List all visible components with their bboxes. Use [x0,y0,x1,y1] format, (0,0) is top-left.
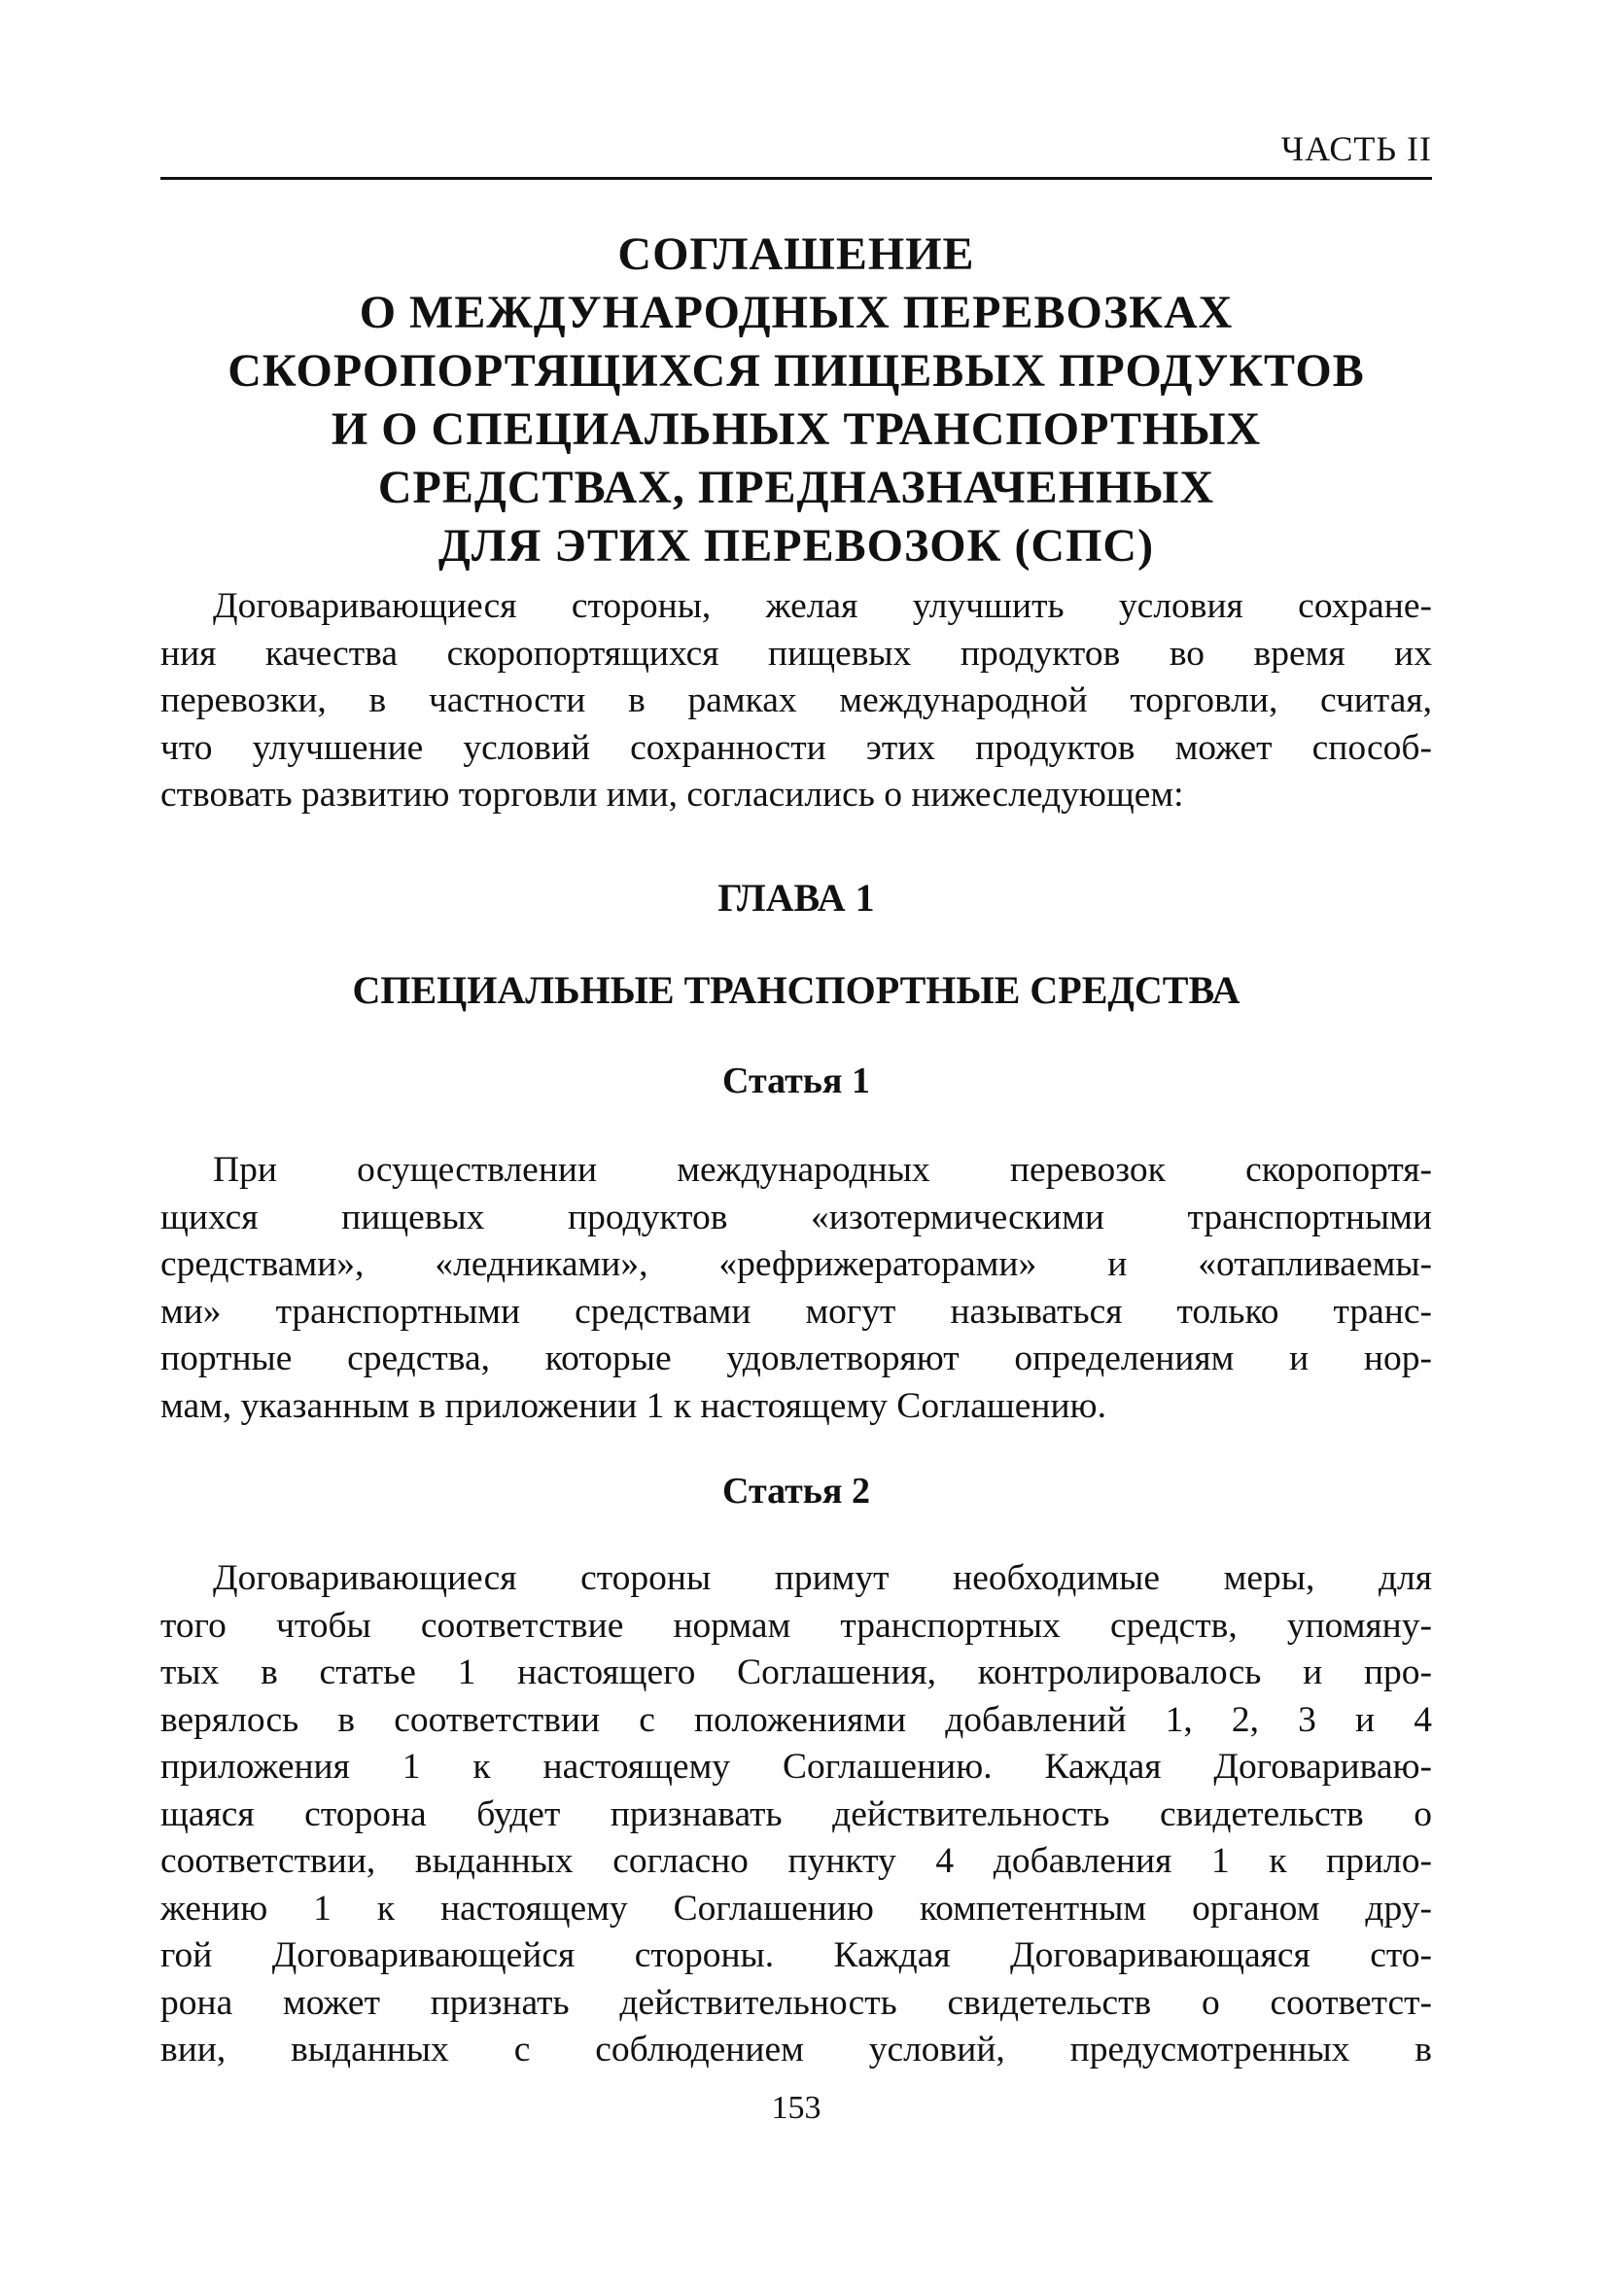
text-line: ми» транспортными средствами могут называться только транс- [160,1291,1432,1332]
document-page [160,0,1432,2296]
text-line: перевозки, в частности в рамках международной торговли, считая, [160,680,1432,720]
text-line: вии, выданных с соблюдением условий, предусмотренных в [160,2030,1432,2070]
title-line: СРЕДСТВАХ, ПРЕДНАЗНАЧЕННЫХ [377,462,1215,513]
title-line: СКОРОПОРТЯЩИХСЯ ПИЩЕВЫХ ПРОДУКТОВ [227,345,1365,397]
article-1-paragraph [160,1147,1432,1430]
text-line: приложения 1 к настоящему Соглашению. Каждая Договариваю- [160,1747,1432,1787]
text-line: Договаривающиеся стороны, желая улучшить условия сохране- [213,586,1432,626]
title-line: СОГЛАШЕНИЕ [617,228,975,280]
preamble-paragraph [160,583,1432,819]
text-line: что улучшение условий сохранности этих продуктов может способ- [160,727,1432,768]
page-number: 153 [771,2090,821,2126]
text-line: того чтобы соответствие нормам транспортных средств, упомяну- [160,1605,1432,1646]
text-line: щихся пищевых продуктов «изотермическими транспортными [160,1197,1432,1237]
text-line: Договаривающиеся стороны примут необходимые меры, для [213,1558,1432,1598]
text-line: тых в статье 1 настоящего Соглашения, контролировалось и про- [160,1652,1432,1692]
article-1-heading: Статья 1 [722,1061,870,1101]
text-line: рона может признать действительность свидетельств о соответст- [160,1982,1432,2023]
chapter-heading: ГЛАВА 1 [717,876,875,920]
text-line: верялось в соответствии с положениями добавлений 1, 2, 3 и 4 [160,1699,1432,1740]
agreement-title [160,226,1432,575]
text-line: гой Договаривающейся стороны. Каждая Договаривающаяся сто- [160,1935,1432,1975]
text-line: щаяся сторона будет признавать действительность свидетельств о [160,1793,1432,1834]
text-line: ствовать развитию торговли ими, согласились о нижеследующем: [160,775,1184,815]
article-2-paragraph [160,1555,1432,2074]
text-line: При осуществлении международных перевозок скоропортя- [213,1150,1432,1190]
title-line: ДЛЯ ЭТИХ ПЕРЕВОЗОК (СПС) [437,520,1155,572]
running-head: ЧАСТЬ II [1280,129,1432,168]
text-line: средствами», «ледниками», «рефрижераторами» и «отапливаемы- [160,1244,1432,1284]
title-line: И О СПЕЦИАЛЬНЫХ ТРАНСПОРТНЫХ [331,403,1262,455]
text-line: ния качества скоропортящихся пищевых продуктов во время их [160,633,1432,674]
header-rule [160,177,1432,180]
article-2-heading: Статья 2 [722,1471,870,1512]
title-line: О МЕЖДУНАРОДНЫХ ПЕРЕВОЗКАХ [359,287,1234,338]
text-line: жению 1 к настоящему Соглашению компетентным органом дру- [160,1888,1432,1929]
text-line: портные средства, которые удовлетворяют определениям и нор- [160,1339,1432,1378]
chapter-title: СПЕЦИАЛЬНЫЕ ТРАНСПОРТНЫЕ СРЕДСТВА [352,968,1240,1012]
text-line: соответствии, выданных согласно пункту 4 добавления 1 к прило- [160,1841,1432,1881]
text-line: мам, указанным в приложении 1 к настоящему Соглашению. [160,1385,1106,1426]
